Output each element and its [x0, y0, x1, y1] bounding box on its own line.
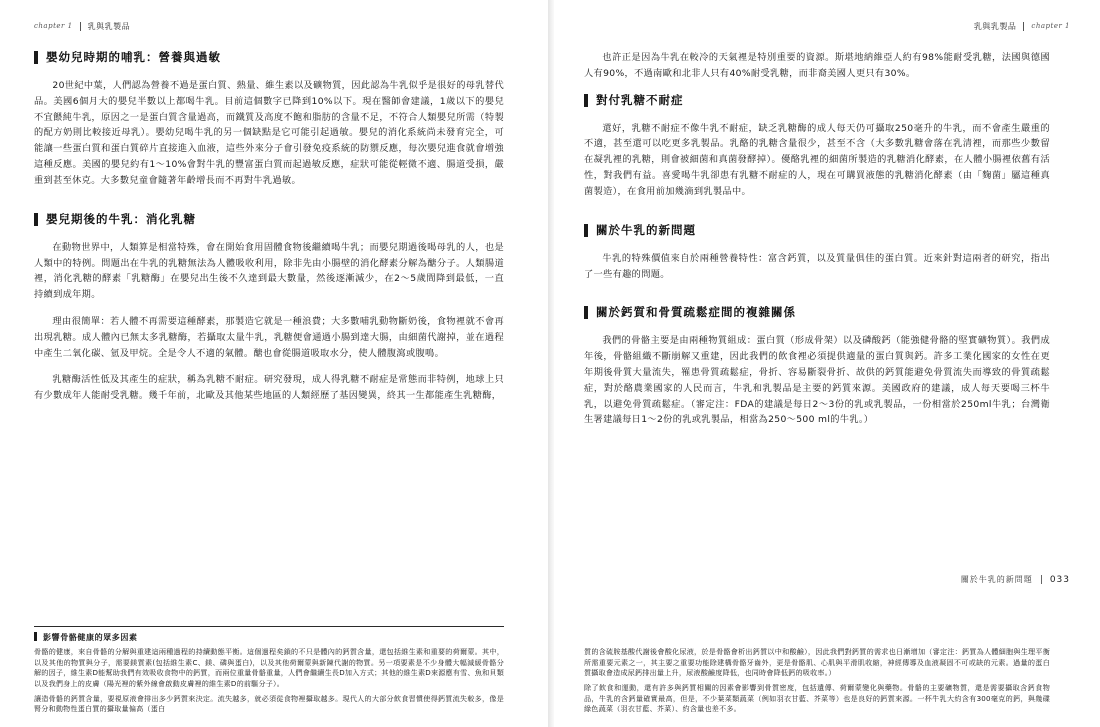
section-spacer [584, 211, 1050, 223]
folio-section-title: 關於牛乳的新問題 [960, 575, 1033, 584]
left-text-column [34, 50, 504, 404]
section-heading-lactose-intolerance: 對付乳糖不耐症 [584, 93, 1050, 108]
paragraph: 還好，乳糖不耐症不像牛乳不耐症，缺乏乳糖酶的成人每天仍可攝取250毫升的牛乳，而不會產生嚴重的不適，甚至還可以吃更多乳製品。乳酪的乳糖含量很少，甚至不含（大多數乳糖會落在乳清裡，而那些少數留在凝乳裡的乳糖，則會被細菌和真菌發酵掉）。優酪乳裡的細菌所製造的乳糖消化酵素，在人體小腸裡依舊有活性，對我們有益。喜愛喝牛乳卻患有乳糖不耐症的人，現在可購買液態的乳糖消化酵素（由「麴菌」屬這種真菌製造），在食用前加幾滴到乳製品中。 [584, 122, 1050, 197]
running-head-right [584, 18, 1070, 34]
sidebar-note-heading: 影響骨骼健康的眾多因素 [34, 632, 504, 643]
section-heading-new-milk-questions: 關於牛乳的新問題 [584, 223, 1050, 238]
sidebar-note-paragraph: 讓造骨骼的鈣質含量，要視原液會排出多少鈣質來決定。流失越多，就必須從食物裡攝取越多。現代人的大部分飲食習慣使得鈣質流失較多，像是腎分和動物性蛋白質的攝取量偏高（蛋白 [34, 693, 504, 714]
running-head-title: 乳與乳製品 [87, 21, 131, 31]
folio-divider [1041, 575, 1042, 584]
running-head-left [34, 18, 528, 34]
paragraph: 也許正是因為牛乳在較冷的天氣裡是特別重要的資源。斯堪地納維亞人約有98%能耐受乳糖，法國與德國人有90%，不過南歐和北非人只有40%耐受乳糖，而非裔美國人更只有30%。 [584, 52, 1050, 79]
sidebar-note-paragraph: 除了飲食和運動，還有許多與鈣質相關的因素會影響到骨質密度，包括遺傳、荷爾蒙變化與藥物。骨骼的主要礦物質，還是需要攝取含鈣食物品，牛乳的含鈣量確實最高，但是，不少葉菜類蔬菜（例如羽衣甘藍、芥菜等）也是良好的鈣質來源。一杯牛乳大約含有300毫克的鈣，與幾碟綠色蔬菜（羽衣甘藍、芥菜）、約含量也差不多。 [584, 683, 1050, 714]
running-head-title: 乳與乳製品 [973, 21, 1017, 31]
page-number: 033 [1049, 574, 1070, 585]
sidebar-note-paragraph: 骨骼的健康，來自骨骼的分解與重建這兩種過程的持續動態平衡。這個過程矣鎖的不只是體內的鈣質含量，還包括維生素和重要的荷爾蒙。其中，以及其他的物質與分子，需要鎂質素(包括維生素C、鎂、磷與蛋白)，以及其他荷爾蒙與新陳代謝的物質。另一項要素是不少身體大幅減緩骨骼分解的因子，維生素D能幫助我們有效吸收食物中的鈣質，而兩位重量骨骼重量，人們會繼續生長D加入方式；其他的維生素D來源應有雪、魚和貝類以及我們身上的皮膚（陽光裡的紫外線會啟動皮膚裡的維生素D的前驅分子）。 [34, 647, 504, 689]
right-text-column [584, 50, 1050, 428]
section-heading-infant-feeding: 嬰幼兒時期的哺乳：營養與過敏 [34, 50, 504, 65]
running-head-divider [1023, 22, 1024, 31]
left-sidebar-note [34, 626, 504, 719]
paragraph: 乳糖酶活性低及其產生的症狀，稱為乳糖不耐症。研究發現，成人得乳糖不耐症是常態而非特例，地球上只有少數成年人能耐受乳糖。幾千年前，北歐及其他某些地區的人類經歷了基因變異，終其一生都能產生乳糖酶， [34, 374, 504, 402]
paragraph: 牛乳的特殊價值來自於兩種營養特性：富含鈣質，以及質量俱佳的蛋白質。近來針對這兩者的研究，指出了一些有趣的問題。 [584, 252, 1050, 280]
paragraph: 在動物世界中，人類算是相當特殊，會在開始食用固體食物後繼續喝牛乳；而嬰兒期過後喝母乳的人，也是人類中的特例。問題出在牛乳的乳糖無法為人體吸收利用，除非先由小腸壁的消化酵素分解為醣分子。人類腸道裡，消化乳糖的酵素「乳糖酶」在嬰兒出生後不久達到最大數量，然後逐漸減少，在2～5歲間降到最低，一直持續到成年期。 [34, 241, 504, 301]
running-head-divider [80, 22, 81, 31]
section-spacer [584, 293, 1050, 305]
page-folio [961, 574, 1070, 585]
paragraph: 我們的骨骼主要是由兩種物質組成：蛋白質（形成骨架）以及磷酸鈣（能強健骨骼的堅實礦物質）。我們成年後，骨骼組織不斷崩解又重建，因此我們的飲食裡必須提供適量的蛋白質與鈣。許多工業化國家的女性在更年期後骨質大量流失，罹患骨質疏鬆症，骨折、容易斷裂骨折、故供的鈣質能避免骨質流失而導致的骨質疏鬆症，對於酪農業國家的人民而言，牛乳和乳製品是主要的鈣質來源。美國政府的建議，成人每天要喝三杯牛乳，以避免骨質疏鬆症。（審定注：FDA的建議是每日2～3份的乳或乳製品，一份相當於250ml牛乳；台灣衛生署建議每日1～2份的乳或乳製品，相當為250～500 ml的牛乳。） [584, 335, 1050, 426]
section-heading-lactose-digestion: 嬰兒期後的牛乳：消化乳糖 [34, 212, 504, 227]
paragraph: 20世紀中葉，人們認為營養不過是蛋白質、熱量、維生素以及礦物質，因此認為牛乳似乎是很好的母乳替代品。美國6個月大的嬰兒半數以上都喝牛乳。目前這個數字已降到10%以下。現在醫師會建議，1歲以下的嬰兒不宜餵純牛乳，原因之一是蛋白質含量過高，而鐵質及高度不飽和脂肪的含量不足，不符合人類嬰兒所需（特製的配方奶則比較接近母乳）。嬰幼兒喝牛乳的另一個缺點是它可能引起過敏。嬰兒的消化系統尚未發育完全，可能讓一些蛋白質和蛋白質碎片直接進入血液，這些外來分子會引發免疫系統的防禦反應，每次嬰兒進食就會增強這種反應。美國的嬰兒約有1～10%會對牛乳的豐富蛋白質而起過敏反應，症狀可能從輕微不適、腸道受損，嚴重到甚至休克。大多數兒童會隨著年齡增長而不再對牛乳過敏。 [34, 79, 504, 186]
right-page [550, 0, 1100, 727]
sidebar-note-paragraph: 質的含硫胺基酸代謝後會酸化尿液，於是骨骼會析出鈣質以中和酸鹼），因此我們對鈣質的需求也日漸增加（審定注：鈣質為人體細胞與生理平衡所需重要元素之一，其主要之重要功能除建構骨骼牙齒外，更是骨骼肌、心肌與平滑肌收縮，神經傳導及血液凝固不可或缺的元素。過量的蛋白質攝取會造成尿鈣排出量上升，尿液酸鹼度降低，也同時會降低鈣的吸收率。） [584, 647, 1050, 678]
section-spacer [34, 200, 504, 212]
paragraph: 理由很簡單：若人體不再需要這種酵素，那製造它就是一種浪費；大多數哺乳動物斷奶後，食物裡就不會再出現乳糖。成人體內已無太多乳糖酶，若攝取太量牛乳，乳糖便會通過小腸到達大腸，由細菌代謝掉，並在過程中產生二氧化碳、氫及甲烷。全是令人不適的氣體。醣也會從腸道吸取水分，使人體腹瀉或腹鳴。 [34, 315, 504, 359]
section-heading-calcium-osteoporosis: 關於鈣質和骨質疏鬆症間的複雜關係 [584, 305, 1050, 320]
running-head-chapter-label: chapter 1 [1031, 22, 1070, 30]
right-sidebar-note [584, 647, 1050, 719]
running-head-chapter-label: chapter 1 [34, 22, 73, 30]
